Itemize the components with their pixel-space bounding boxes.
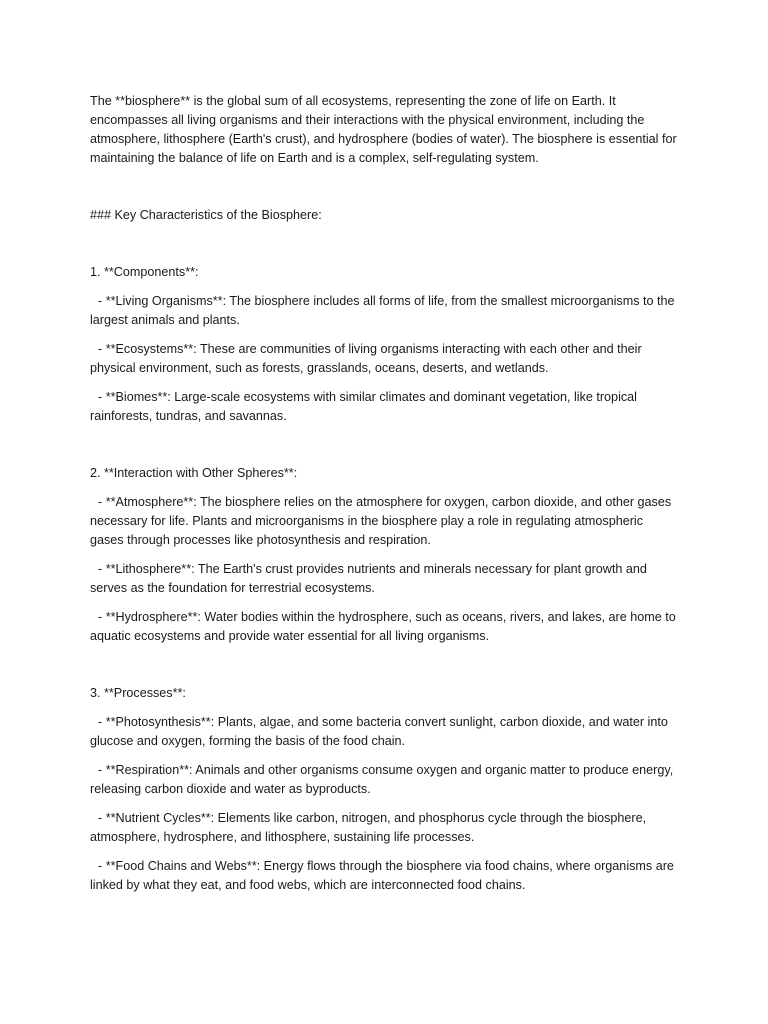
section-components (90, 263, 680, 426)
section-heading: ### Key Characteristics of the Biosphere: (90, 208, 322, 222)
intro-paragraph: The **biosphere** is the global sum of all ecosystems, representing the zone of life on Earth. It encompasses all living organisms and their interactions with the physical environment, including the atmosphere, lithosphere (Earth's crust), and hydrosphere (bodies of water). The biosphere is essential for maintaining the balance of life on Earth and is a complex, self-regulating system. (90, 94, 677, 165)
list-item: - **Living Organisms**: The biosphere includes all forms of life, from the smallest microorganisms to the largest animals and plants. (90, 294, 675, 327)
section-processes (90, 684, 680, 895)
list-item: - **Food Chains and Webs**: Energy flows through the biosphere via food chains, where organisms are linked by what they eat, and food webs, which are interconnected food chains. (90, 859, 674, 892)
list-item: - **Atmosphere**: The biosphere relies on the atmosphere for oxygen, carbon dioxide, and other gases necessary for life. Plants and microorganisms in the biosphere play a role in regulating atmospheric gases through processes like photosynthesis and respiration. (90, 495, 672, 547)
list-item: - **Hydrosphere**: Water bodies within the hydrosphere, such as oceans, rivers, and lakes, are home to aquatic ecosystems and provide water essential for all living organisms. (90, 610, 676, 643)
list-item: - **Ecosystems**: These are communities of living organisms interacting with each other and their physical environment, such as forests, grasslands, oceans, deserts, and wetlands. (90, 342, 642, 375)
document-page (90, 92, 680, 905)
section-interaction (90, 464, 680, 646)
list-item: - **Biomes**: Large-scale ecosystems with similar climates and dominant vegetation, like tropical rainforests, tundras, and savannas. (90, 390, 637, 423)
section-title: 3. **Processes**: (90, 686, 186, 700)
section-title: 2. **Interaction with Other Spheres**: (90, 466, 298, 480)
section-title: 1. **Components**: (90, 265, 199, 279)
list-item: - **Respiration**: Animals and other organisms consume oxygen and organic matter to produce energy, releasing carbon dioxide and water as byproducts. (90, 763, 674, 796)
list-item: - **Photosynthesis**: Plants, algae, and some bacteria convert sunlight, carbon dioxide, and water into glucose and oxygen, forming the basis of the food chain. (90, 715, 668, 748)
list-item: - **Nutrient Cycles**: Elements like carbon, nitrogen, and phosphorus cycle through the biosphere, atmosphere, hydrosphere, and lithosphere, sustaining life processes. (90, 811, 647, 844)
list-item: - **Lithosphere**: The Earth's crust provides nutrients and minerals necessary for plant growth and serves as the foundation for terrestrial ecosystems. (90, 562, 647, 595)
